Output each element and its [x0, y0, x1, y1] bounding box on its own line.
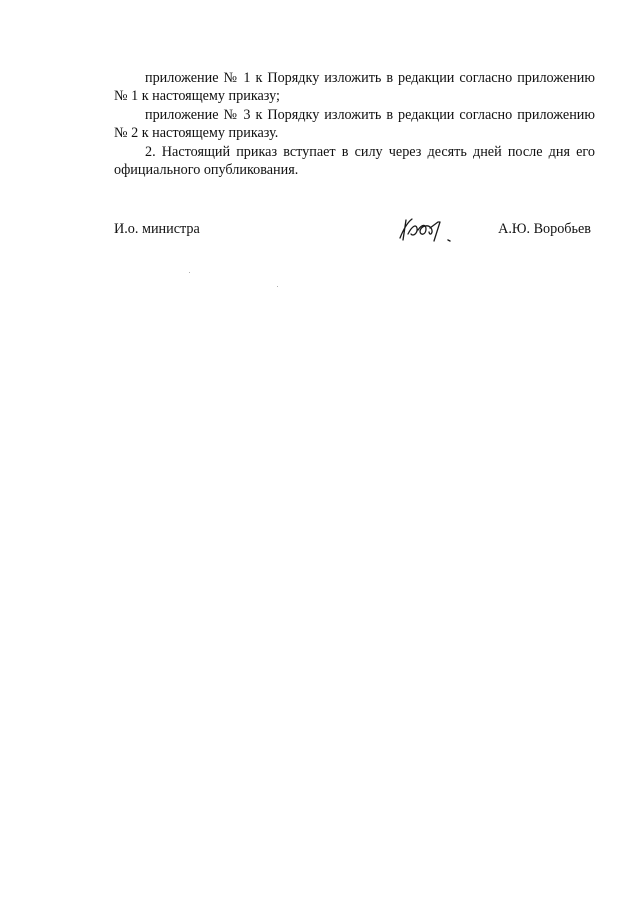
scan-speck	[277, 286, 278, 287]
handwritten-signature	[396, 214, 472, 248]
signature-block	[114, 214, 595, 248]
paragraph-appendix-1: приложение № 1 к Порядку изложить в редакции согласно приложению № 1 к настоящему приказу;	[114, 70, 595, 105]
signatory-name: А.Ю. Воробьев	[498, 221, 591, 237]
paragraph-effective-date: 2. Настоящий приказ вступает в силу через десять дней после дня его официального опубликования.	[114, 143, 595, 179]
scan-speck	[189, 272, 190, 273]
paragraph-appendix-3: приложение № 3 к Порядку изложить в редакции согласно приложению № 2 к настоящему приказу.	[114, 106, 595, 142]
signatory-title: И.о. министра	[114, 221, 200, 237]
document-body	[114, 69, 595, 179]
